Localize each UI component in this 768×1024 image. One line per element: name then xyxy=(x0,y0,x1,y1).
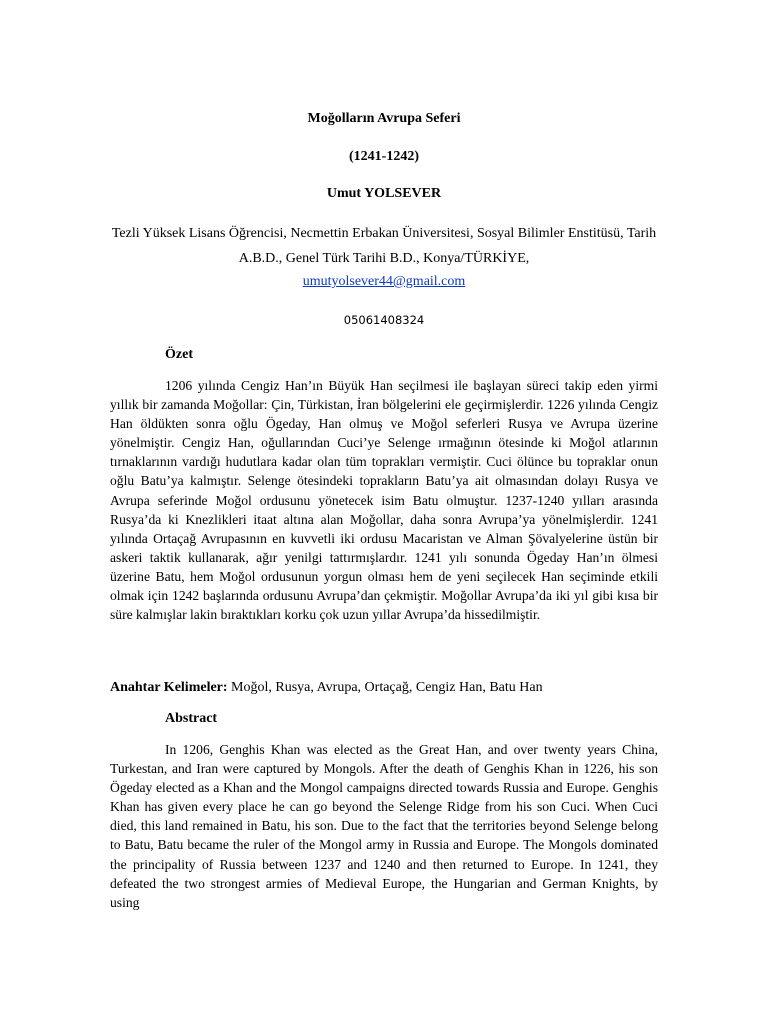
keywords-text: Moğol, Rusya, Avrupa, Ortaçağ, Cengiz Han, Batu Han xyxy=(227,680,543,695)
ozet-heading: Özet xyxy=(165,347,193,362)
keywords-label: Anahtar Kelimeler: xyxy=(110,680,228,695)
keywords-line xyxy=(110,678,658,698)
abstract-paragraph: In 1206, Genghis Khan was elected as the Great Han, and over twenty years China, Turkestan, and Iran were captured by Mongols. After the death of Genghis Khan in 1226, his son Ögeday elected as a Khan and the Mongol campaigns directed towards Russia and Europe. Genghis Khan has given every place he can go beyond the Selenge Ridge from his son Cuci. When Cuci died, this land remained in Batu, his son. Due to the fact that the territories beyond Selenge belong to Batu, Batu became the ruler of the Mongol army in Russia and Europe. The Mongols dominated the principality of Russia between 1237 and 1240 and then returned to Europe. In 1241, they defeated the two strongest armies of Medieval Europe, the Hungarian and German Knights, by using xyxy=(110,742,658,910)
ozet-paragraph: 1206 yılında Cengiz Han’ın Büyük Han seçilmesi ile başlayan süreci takip eden yirmi yıllık bir zamanda Moğollar: Çin, Türkistan, İran bölgelerini ele geçirmişlerdir. 1226 yılında Cengiz Han öldükten sonra oğlu Ögeday, Han olmuş ve Moğol seferleri Rusya ve Avrupa üzerine yönelmiştir. Cengiz Han, oğullarından Cuci’ye Selenge ırmağının ötesinde ki Moğol atlarının tırnaklarının vardığı hudutlara kadar olan tüm toprakları vermiştir. Cuci ölünce bu topraklar onun oğlu Batu’ya kalmıştır. Selenge ötesindeki toprakların Batu’ya ait olmasından dolayı Rusya ve Avrupa seferinde Moğol ordusunu yönetecek isim Batu olmuştur. 1237-1240 yılları arasında Rusya’da ki Knezlikleri itaat altına alan Moğollar, daha sonra Avrupa’ya yönelmişlerdir. 1241 yılında Ortaçağ Avrupasının en kuvvetli iki ordusu Macaristan ve Alman Şövalyelerine üstün bir askeri taktik kullanarak, ağır yenilgi tattırmışlardır. 1241 yılı sonunda Ögeday Han’ın ölmesi üzerine Batu, hem Moğol ordusunun yorgun olması hem de yeni seçilecek Han seçiminde etkili olmak için 1242 başlarında ordusunu Avrupa’dan çekmiştir. Moğollar Avrupa’da iki yıl gibi kısa bir süre kalmışlar lakin bıraktıkları korku çok uzun yıllar Avrupa’da hissedilmiştir. xyxy=(110,378,658,623)
author-affiliation: Tezli Yüksek Lisans Öğrencisi, Necmettin Erbakan Üniversitesi, Sosyal Bilimler Enstitüsü, Tarih A.B.D., Genel Türk Tarihi B.D., Konya/TÜRKİYE, xyxy=(111,226,657,266)
abstract-heading: Abstract xyxy=(165,711,218,726)
author-email xyxy=(110,272,658,292)
author-name: Umut YOLSEVER xyxy=(326,186,442,201)
paper-title: Moğolların Avrupa Seferi xyxy=(307,111,461,126)
email-link[interactable]: umutyolsever44@gmail.com xyxy=(302,274,466,289)
author-phone: 05061408324 xyxy=(343,313,425,327)
paper-years: (1241-1242) xyxy=(349,149,419,164)
